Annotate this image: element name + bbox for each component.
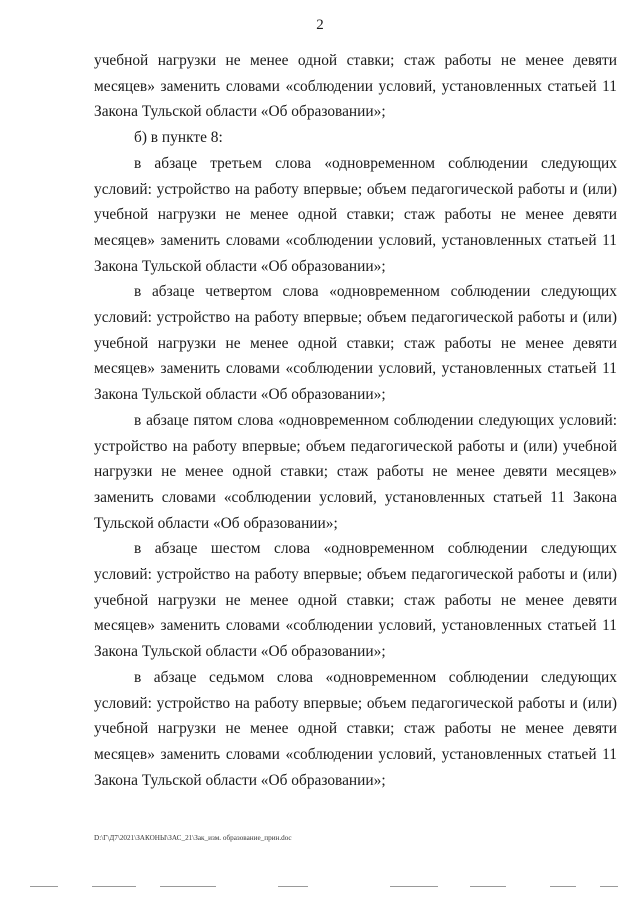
paragraph-fifth-abzac: в абзаце пятом слова «одновременном соблюдении следующих условий: устройство на работу впервые; объем педагогической работы и (или) учебной нагрузки не менее одной ставки; стаж работы не менее девяти месяцев» заменить словами «соблюдении условий, установленных статьей 11 Закона Тульской области «Об образовании»; — [94, 411, 617, 532]
scan-mark — [550, 886, 576, 887]
scan-mark — [278, 886, 308, 887]
paragraph-seventh-abzac: в абзаце седьмом слова «одновременном соблюдении следующих условий: устройство на работу впервые; объем педагогической работы и (или) учебной нагрузки не менее одной ставки; стаж работы не менее девяти месяцев» заменить словами «соблюдении условий, установленных статьей 11 Закона Тульской области «Об образовании»; — [94, 668, 617, 789]
footer-file-path: D:\Г\Д7\2021\ЗАКОНЫ\ЗАС_21\Зак_изм. образование_прин.doc — [94, 834, 292, 842]
paragraph-subitem-b: б) в пункте 8: — [134, 129, 223, 147]
scan-mark — [30, 886, 58, 887]
paragraph-sixth-abzac: в абзаце шестом слова «одновременном соблюдении следующих условий: устройство на работу впервые; объем педагогической работы и (или) учебной нагрузки не менее одной ставки; стаж работы не менее девяти месяцев» заменить словами «соблюдении условий, установленных статьей 11 Закона Тульской области «Об образовании»; — [94, 540, 617, 661]
paragraph-continuation: учебной нагрузки не менее одной ставки; стаж работы не менее девяти месяцев» заменить словами «соблюдении условий, установленных статьей 11 Закона Тульской области «Об образовании»; — [94, 52, 617, 121]
scan-mark — [470, 886, 506, 887]
paragraph-fourth-abzac: в абзаце четвертом слова «одновременном соблюдении следующих условий: устройство на работу впервые; объем педагогической работы и (или) учебной нагрузки не менее одной ставки; стаж работы не менее девяти месяцев» заменить словами «соблюдении условий, установленных статьей 11 Закона Тульской области «Об образовании»; — [94, 283, 617, 404]
paragraph-third-abzac: в абзаце третьем слова «одновременном соблюдении следующих условий: устройство на работу впервые; объем педагогической работы и (или) учебной нагрузки не менее одной ставки; стаж работы не менее девяти месяцев» заменить словами «соблюдении условий, установленных статьей 11 Закона Тульской области «Об образовании»; — [94, 154, 617, 275]
scan-mark — [600, 886, 618, 887]
scan-mark — [160, 886, 216, 887]
document-body — [94, 48, 617, 793]
page-number: 2 — [316, 17, 324, 33]
scan-mark — [390, 886, 438, 887]
scan-edge-marks — [30, 884, 620, 890]
scan-mark — [92, 886, 136, 887]
